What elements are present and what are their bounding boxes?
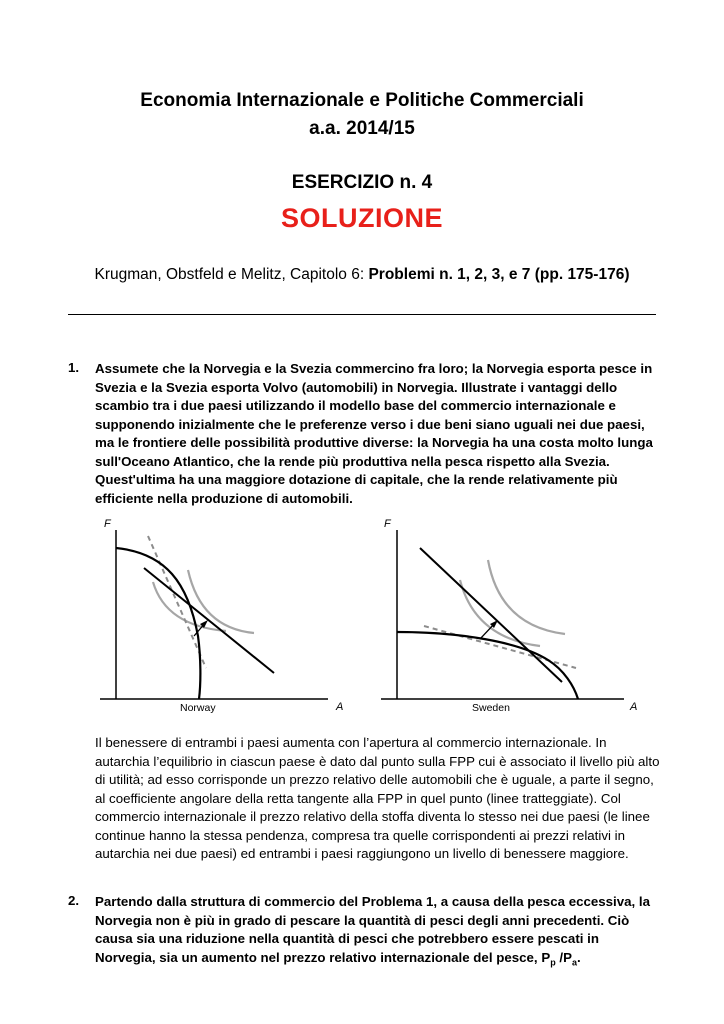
course-title: Economia Internazionale e Politiche Commerciali <box>140 90 584 111</box>
problem-1-text: Assumete che la Norvegia e la Svezia commercino fra loro; la Norvegia esporta pesce in Svezia e la Svezia esporta Volvo (automobili) in Norvegia. Illustrate i vantaggi dello scambio tra i due paesi utilizzando il modello base del commercio internazionale e supponendo inizialmente che le preferenze verso i due beni siano uguali nei due paesi, ma le frontiere delle possibilità produttive diverse: la Norvegia ha una costa molto lunga sull'Oceano Atlantico, che la rende più produttiva nella pesca rispetto alla Svezia. Quest'ultima ha una maggiore dotazione di capitale, che la rende relativamente più efficiente nella produzione di automobili. <box>95 361 653 506</box>
exercise-title: ESERCIZIO n. 4 <box>291 172 433 193</box>
sweden-label: Sweden <box>472 702 510 714</box>
sweden-diagram <box>380 518 640 718</box>
reference-problems: Problemi n. 1, 2, 3, e 7 (pp. 175-176) <box>368 266 630 283</box>
problem-1-number: 1. <box>68 360 80 375</box>
reference-line <box>0 266 724 284</box>
formula-end: . <box>576 949 581 965</box>
figure-norway <box>96 518 346 718</box>
formula-sub-p: p <box>550 957 556 968</box>
sweden-trade-price-line <box>420 548 562 682</box>
sweden-x-axis-label: A <box>630 701 638 713</box>
norway-autarky-price-line <box>148 536 206 668</box>
academic-year: a.a. 2014/15 <box>309 118 415 139</box>
formula-sub-a: a <box>571 957 577 968</box>
norway-indifference-high <box>188 570 254 633</box>
figure-sweden <box>380 518 640 718</box>
problem-2-number: 2. <box>68 893 80 908</box>
solution-title: SOLUZIONE <box>280 203 443 233</box>
reference-prefix: Krugman, Obstfeld e Melitz, Capitolo 6: <box>94 266 369 283</box>
formula-mid: /P <box>555 949 572 965</box>
formula-p: P <box>541 949 551 965</box>
norway-x-axis-label: A <box>336 701 344 713</box>
sweden-y-axis-label: F <box>384 518 391 530</box>
norway-trade-price-line <box>144 568 274 673</box>
norway-label: Norway <box>180 702 216 714</box>
norway-diagram <box>96 518 346 718</box>
sweden-ppf-curve <box>397 632 578 699</box>
problem-2-text <box>95 893 661 972</box>
separator-rule <box>68 314 656 315</box>
norway-y-axis-label: F <box>104 518 111 530</box>
problem-1-answer: Il benessere di entrambi i paesi aumenta con l’apertura al commercio internazionale. In autarchia l’equilibrio in ciascun paese è dato dal punto sulla FPP cui è associato il livello più alto di utilità; ad esso corrisponde un prezzo relativo delle automobili che è uguale, a parte il segno, al coefficiente angolare della retta tangente alla FPP in quel punto (linee tratteggiate). Col commercio internazionale il prezzo relativo della stoffa diventa lo stesso nei due paesi (le linee continue hanno la stessa pendenza, compresa tra quelle corrispondenti ai prezzi relativi in autarchia nei due paesi) ed entrambi i paesi raggiungono un livello di benessere maggiore. <box>95 735 660 861</box>
problem-2-body: Partendo dalla struttura di commercio del Problema 1, a causa della pesca eccessiva, la Norvegia non è più in grado di pescare la quantità di pesci degli anni precedenti. Ciò causa sia una riduzione nella quantità di pesci che potrebbero essere pescati in Norvegia, sia un aumento nel prezzo relativo internazionale del pesce, <box>95 894 651 965</box>
